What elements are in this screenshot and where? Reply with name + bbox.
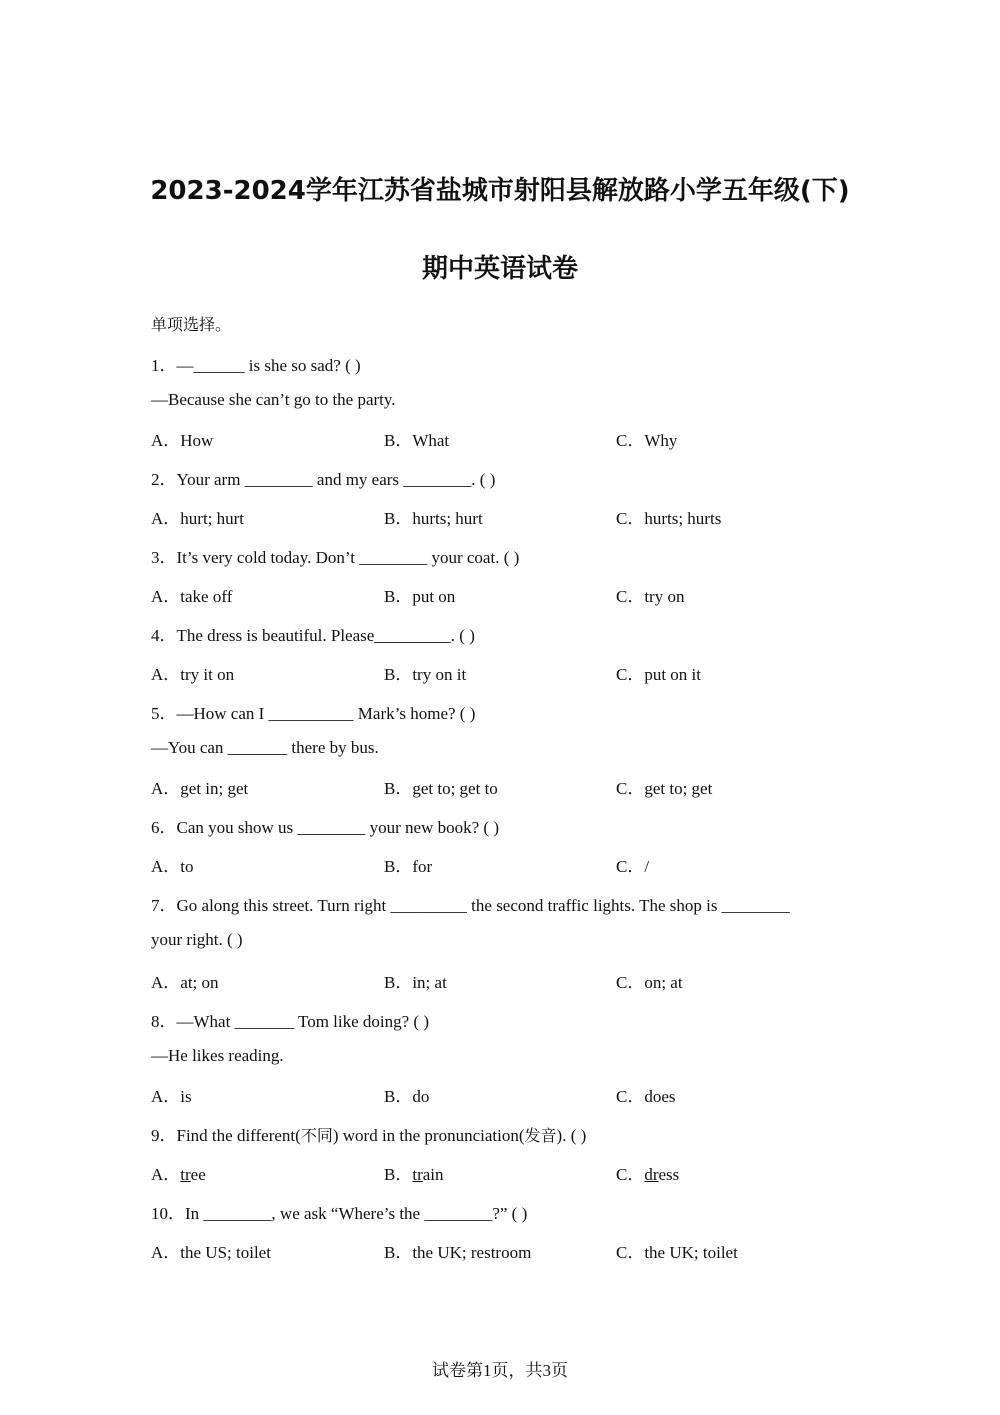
exam-title-line-2: 期中英语试卷 (421, 254, 578, 284)
question-9-cjk-term-2: 发音 (524, 1126, 557, 1145)
option-prefix: C． (616, 1165, 645, 1184)
option-rest: ain (422, 1165, 444, 1184)
question-8-answer-line: —He likes reading. (151, 1046, 284, 1065)
underlined-letters: tr (412, 1165, 423, 1184)
question-9-option-a (151, 1160, 206, 1185)
question-8-option-c: C．does (616, 1087, 676, 1106)
question-4-option-c: C．put on it (616, 665, 702, 684)
question-9-text-part-2: ) word in the pronunciation( (332, 1126, 525, 1145)
option-rest: ee (190, 1165, 206, 1184)
question-3-option-b: B．put on (384, 587, 456, 606)
question-4-option-b: B．try on it (384, 665, 467, 684)
question-8-option-b: B．do (384, 1087, 430, 1106)
question-5-option-c: C．get to; get (616, 779, 713, 798)
exam-title-line-1: 2023-2024学年江苏省盐城市射阳县解放路小学五年级(下) (150, 176, 850, 206)
question-4-option-a: A．try it on (151, 665, 235, 684)
question-9-text-part-1: 9．Find the different( (151, 1126, 301, 1145)
question-6-stem: 6．Can you show us ________ your new book? ( ) (151, 818, 499, 837)
question-9-cjk-term-1: 不同 (300, 1126, 333, 1145)
question-2-option-b: B．hurts; hurt (384, 509, 483, 528)
question-10-option-b: B．the UK; restroom (384, 1243, 532, 1262)
question-4-stem: 4．The dress is beautiful. Please_________. ( ) (151, 626, 475, 645)
question-8-option-a: A．is (151, 1087, 192, 1106)
question-5-option-b: B．get to; get to (384, 779, 498, 798)
underlined-letters: dr (644, 1165, 659, 1184)
question-3-option-a: A．take off (151, 587, 233, 606)
question-7-stem: 7．Go along this street. Turn right _________ the second traffic lights. The shop is ________ (151, 896, 790, 915)
question-1-option-b: B．What (384, 431, 450, 450)
question-5-option-a: A．get in; get (151, 779, 249, 798)
underlined-letters: tr (180, 1165, 191, 1184)
question-10-option-a: A．the US; toilet (151, 1243, 271, 1262)
question-2-stem: 2．Your arm ________ and my ears ________. ( ) (151, 470, 496, 489)
question-10-option-c: C．the UK; toilet (616, 1243, 738, 1262)
section-label: 单项选择。 (151, 315, 232, 334)
option-prefix: A． (151, 1165, 181, 1184)
question-5-answer-line: —You can _______ there by bus. (151, 738, 379, 757)
question-1-option-a: A．How (151, 431, 214, 450)
question-7-stem-continued: your right. ( ) (151, 930, 243, 949)
question-9-text-part-3: ). ( ) (556, 1126, 587, 1145)
question-9-option-b (384, 1160, 444, 1185)
question-8-stem: 8．—What _______ Tom like doing? ( ) (151, 1012, 430, 1031)
question-7-option-a: A．at; on (151, 973, 219, 992)
question-6-option-c: C．/ (616, 857, 650, 876)
question-5-stem: 5．—How can I __________ Mark’s home? ( ) (151, 704, 476, 723)
question-6-option-b: B．for (384, 857, 433, 876)
question-10-stem: 10．In ________, we ask “Where’s the ________?” ( ) (151, 1204, 528, 1223)
question-2-option-a: A．hurt; hurt (151, 509, 245, 528)
question-1-answer-line: —Because she can’t go to the party. (151, 390, 396, 409)
question-3-stem: 3．It’s very cold today. Don’t ________ your coat. ( ) (151, 548, 520, 567)
question-9-stem (151, 1121, 586, 1146)
option-prefix: B． (384, 1165, 413, 1184)
question-1-stem: 1．—______ is she so sad? ( ) (151, 356, 361, 375)
page-footer: 试卷第1页，共3页 (432, 1361, 568, 1380)
question-1-option-c: C．Why (616, 431, 678, 450)
question-3-option-c: C．try on (616, 587, 685, 606)
question-6-option-a: A．to (151, 857, 194, 876)
question-9-option-c (616, 1160, 679, 1185)
question-7-option-c: C．on; at (616, 973, 683, 992)
option-rest: ess (658, 1165, 680, 1184)
question-7-option-b: B．in; at (384, 973, 447, 992)
question-2-option-c: C．hurts; hurts (616, 509, 722, 528)
